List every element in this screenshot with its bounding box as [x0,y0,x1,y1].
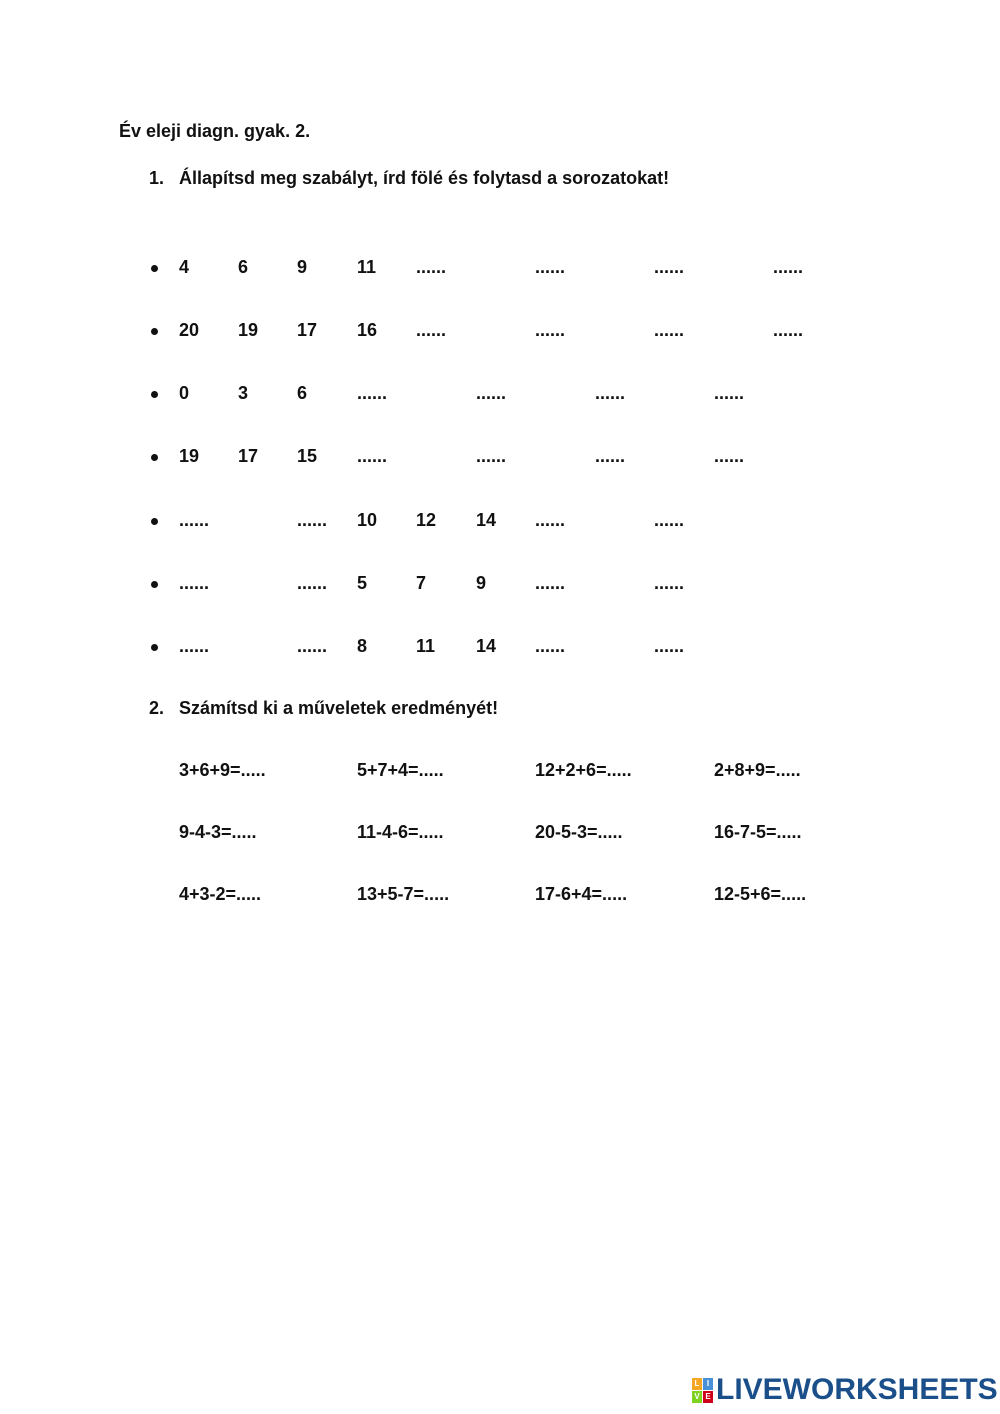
logo-mark-tile: L [692,1378,702,1390]
sequence-number: 9 [476,573,487,593]
worksheet-title: Év eleji diagn. gyak. 2. [119,121,311,141]
equation-item[interactable]: 13+5-7=..... [357,884,450,904]
sequence-blank[interactable]: ...... [595,383,626,403]
sequence-number: 14 [476,636,497,656]
sequence-number: 11 [416,636,436,656]
sequence-number: 15 [297,446,318,466]
sequence-blank[interactable]: ...... [476,383,507,403]
equation-item[interactable]: 3+6+9=..... [179,760,266,780]
equation-item[interactable]: 11-4-6=..... [357,822,444,842]
sequence-blank[interactable]: ...... [654,257,685,277]
sequence-number: 14 [476,510,497,530]
sequence-number: 19 [238,320,259,340]
sequence-blank[interactable]: ...... [654,510,685,530]
sequence-blank[interactable]: ...... [654,636,685,656]
bullet-icon [151,265,158,272]
sequence-blank[interactable]: ...... [654,320,685,340]
sequence-number: 6 [297,383,308,403]
sequence-blank[interactable]: ...... [773,257,804,277]
logo-mark-tile: E [703,1391,713,1403]
equation-item[interactable]: 4+3-2=..... [179,884,262,904]
sequence-blank[interactable]: ...... [535,257,566,277]
bullet-icon [151,454,158,461]
logo-mark-tile: V [692,1391,702,1403]
sequence-blank[interactable]: ...... [535,510,566,530]
sequence-blank[interactable]: ...... [773,320,804,340]
bullet-icon [151,518,158,525]
sequence-blank[interactable]: ...... [654,573,685,593]
equation-item[interactable]: 20-5-3=..... [535,822,623,842]
equation-item[interactable]: 12-5+6=..... [714,884,807,904]
sequence-blank[interactable]: ...... [297,636,328,656]
sequence-blank[interactable]: ...... [595,446,626,466]
sequence-number: 6 [238,257,249,277]
sequence-blank[interactable]: ...... [179,636,210,656]
sequence-blank[interactable]: ...... [476,446,507,466]
bullet-icon [151,391,158,398]
sequence-blank[interactable]: ...... [714,383,745,403]
task2-number: 2. [149,698,165,718]
sequence-number: 5 [357,573,368,593]
sequence-number: 20 [179,320,200,340]
equation-item[interactable]: 2+8+9=..... [714,760,801,780]
equation-item[interactable]: 16-7-5=..... [714,822,802,842]
task1-text: Állapítsd meg szabályt, írd fölé és folytasd a sorozatokat! [179,168,670,188]
sequence-number: 0 [179,383,190,403]
sequence-blank[interactable]: ...... [535,636,566,656]
logo-mark-icon [692,1378,712,1402]
equation-item[interactable]: 9-4-3=..... [179,822,257,842]
sequence-number: 3 [238,383,249,403]
logo-mark-tile: I [703,1378,713,1390]
sequence-blank[interactable]: ...... [714,446,745,466]
sequence-blank[interactable]: ...... [297,573,328,593]
bullet-icon [151,644,158,651]
equation-item[interactable]: 5+7+4=..... [357,760,444,780]
sequence-number: 9 [297,257,308,277]
sequence-blank[interactable]: ...... [179,510,210,530]
sequence-number: 10 [357,510,378,530]
sequence-blank[interactable]: ...... [357,383,388,403]
sequence-blank[interactable]: ...... [357,446,388,466]
sequence-blank[interactable]: ...... [535,320,566,340]
sequence-number: 12 [416,510,437,530]
sequence-blank[interactable]: ...... [416,257,447,277]
sequence-blank[interactable]: ...... [535,573,566,593]
sequence-number: 17 [297,320,318,340]
task2-text: Számítsd ki a műveletek eredményét! [179,698,499,718]
task1-number: 1. [149,168,165,188]
sequence-number: 16 [357,320,378,340]
sequence-number: 7 [416,573,427,593]
sequence-blank[interactable]: ...... [297,510,328,530]
sequence-number: 4 [179,257,190,277]
bullet-icon [151,581,158,588]
sequence-blank[interactable]: ...... [179,573,210,593]
sequence-blank[interactable]: ...... [416,320,447,340]
equation-item[interactable]: 12+2+6=..... [535,760,632,780]
sequence-number: 17 [238,446,259,466]
liveworksheets-logo [692,1374,998,1406]
equation-item[interactable]: 17-6+4=..... [535,884,628,904]
bullet-icon [151,328,158,335]
sequence-number: 8 [357,636,368,656]
logo-text: LIVEWORKSHEETS [716,1373,998,1406]
sequence-number: 11 [357,257,377,277]
sequence-number: 19 [179,446,200,466]
